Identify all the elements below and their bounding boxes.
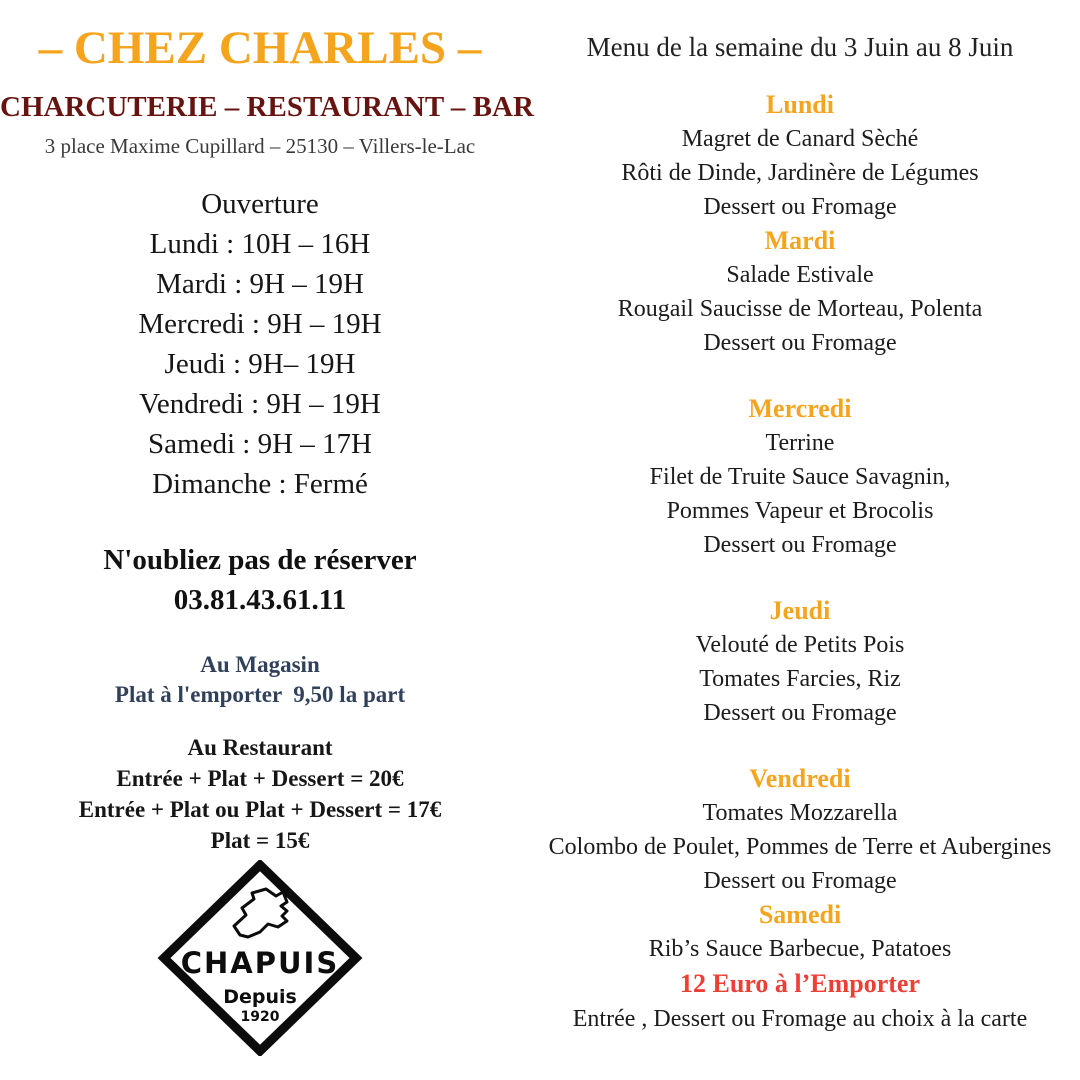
logo-since-text: Depuis: [223, 986, 297, 1008]
menu-item: Filet de Truite Sauce Savagnin,: [649, 464, 951, 490]
menu-item: Velouté de Petits Pois: [695, 632, 905, 658]
menu-item: Dessert ou Fromage: [703, 868, 897, 894]
menu-item: Dessert ou Fromage: [703, 700, 897, 726]
hours-sunday: Dimanche : Fermé: [152, 468, 368, 500]
menu-item: Terrine: [765, 430, 835, 456]
day-heading-samedi: Samedi: [758, 900, 842, 929]
info-column: [0, 0, 534, 1080]
logo-year-text: 1920: [240, 1009, 280, 1025]
logo-brand-text: CHAPUIS: [180, 946, 340, 980]
hours-thursday: Jeudi : 9H– 19H: [164, 348, 356, 380]
menu-item: Magret de Canard Sèché: [681, 126, 919, 152]
shop-heading: Au Magasin: [200, 652, 320, 677]
takeaway-offer: 12 Euro à l’Emporter: [680, 969, 920, 998]
day-heading-mardi: Mardi: [764, 226, 836, 255]
menu-item: Dessert ou Fromage: [703, 532, 897, 558]
formula-partial: Entrée + Plat ou Plat + Dessert = 17€: [78, 797, 442, 822]
weekly-menu-column: [520, 0, 1080, 1080]
business-type: CHARCUTERIE – RESTAURANT – BAR: [0, 91, 534, 123]
restaurant-name: – CHEZ CHARLES –: [38, 22, 482, 74]
phone-number: 03.81.43.61.11: [173, 584, 347, 616]
menu-title: Menu de la semaine du 3 Juin au 8 Juin: [586, 32, 1014, 62]
day-section-jeudi: [520, 594, 1080, 730]
reservation-text: N'oubliez pas de réserver: [103, 544, 417, 576]
menu-item: Colombo de Poulet, Pommes de Terre et Aubergines: [548, 834, 1052, 860]
day-section-lundi: [520, 88, 1080, 224]
menu-item: Dessert ou Fromage: [703, 194, 897, 220]
menu-item: Dessert ou Fromage: [703, 330, 897, 356]
chapuis-logo: [157, 860, 363, 1056]
menu-item: Rib’s Sauce Barbecue, Patatoes: [648, 936, 952, 962]
day-section-vendredi: [520, 762, 1080, 898]
hours-monday: Lundi : 10H – 16H: [149, 228, 371, 260]
day-heading-mercredi: Mercredi: [748, 394, 852, 423]
hours-tuesday: Mardi : 9H – 19H: [156, 268, 364, 300]
hours-heading: Ouverture: [201, 188, 319, 220]
menu-note: Entrée , Dessert ou Fromage au choix à la carte: [572, 1006, 1028, 1032]
menu-item: Pommes Vapeur et Brocolis: [666, 498, 934, 524]
menu-item: Salade Estivale: [726, 262, 874, 288]
hours-saturday: Samedi : 9H – 17H: [148, 428, 372, 460]
menu-item: Tomates Mozzarella: [702, 800, 898, 826]
reservation-block: [0, 540, 520, 620]
day-heading-jeudi: Jeudi: [769, 596, 831, 625]
address: 3 place Maxime Cupillard – 25130 – Villers-le-Lac: [44, 134, 476, 158]
day-heading-vendredi: Vendredi: [749, 764, 851, 793]
formula-plat: Plat = 15€: [210, 828, 310, 853]
restaurant-heading: Au Restaurant: [187, 735, 333, 760]
restaurant-prices-block: [0, 732, 520, 856]
menu-item: Rougail Saucisse de Morteau, Polenta: [617, 296, 983, 322]
formula-full: Entrée + Plat + Dessert = 20€: [116, 766, 404, 791]
takeaway-price-line: Plat à l'emporter 9,50 la part: [114, 682, 406, 707]
menu-item: Tomates Farcies, Riz: [699, 666, 901, 692]
hours-friday: Vendredi : 9H – 19H: [139, 388, 381, 420]
opening-hours: [0, 184, 520, 504]
day-heading-lundi: Lundi: [766, 90, 834, 119]
shop-offer-block: [0, 650, 520, 710]
day-section-mardi: [520, 224, 1080, 360]
day-section-samedi: [520, 898, 1080, 1036]
menu-item: Rôti de Dinde, Jardinère de Légumes: [621, 160, 979, 186]
day-section-mercredi: [520, 392, 1080, 562]
hours-wednesday: Mercredi : 9H – 19H: [138, 308, 382, 340]
